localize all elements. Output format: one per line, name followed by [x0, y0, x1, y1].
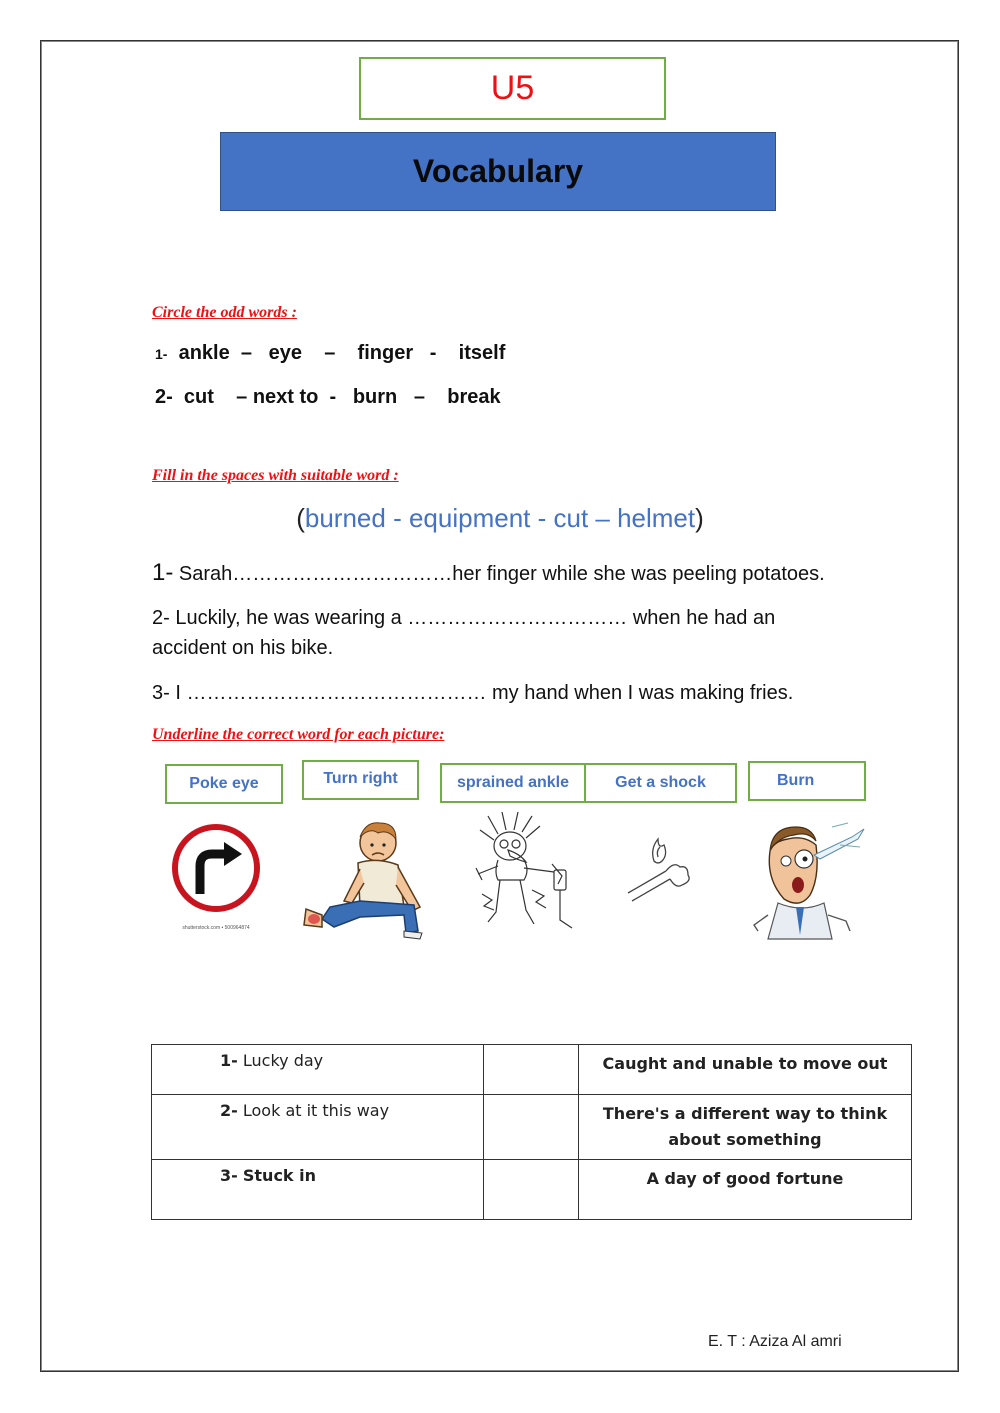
match-left-cell: [152, 1160, 484, 1220]
odd-line-number: 2-: [155, 386, 173, 408]
row-number: 3-: [220, 1166, 238, 1185]
sitting-boy-icon: [300, 815, 430, 940]
label-text: Poke eye: [189, 775, 259, 792]
turn-right-sign-icon: [166, 820, 266, 920]
turn-right-sign-image: [166, 820, 266, 932]
shocked-man-icon: [468, 810, 583, 935]
poke-eye-image: [748, 815, 870, 943]
page-title: [220, 132, 776, 211]
fill-sentence-2: 2- Luckily, he was wearing a …………………………… when he had an accident on his bike.: [152, 607, 776, 659]
answer-cell[interactable]: [484, 1095, 579, 1160]
odd-line-1: [155, 342, 505, 365]
match-definition: There's a different way to think about something: [579, 1095, 912, 1160]
word-bank-words: burned - equipment - cut – helmet: [304, 503, 696, 533]
label-text: Burn: [777, 772, 815, 789]
match-term: Lucky day: [242, 1051, 324, 1070]
label-text: sprained ankle: [456, 774, 570, 791]
row-number: 2-: [220, 1101, 238, 1120]
sentence-number: 1-: [152, 559, 174, 586]
match-left-cell: [152, 1045, 484, 1095]
fill-sentence-3: 3- I ……………………………………… my hand when I was making fries.: [152, 682, 794, 704]
answer-cell[interactable]: [484, 1045, 579, 1095]
answer-cell[interactable]: [484, 1160, 579, 1220]
odd-line-number: 1-: [155, 346, 168, 362]
odd-line-text: ankle – eye – finger - itself: [167, 342, 506, 364]
label-poke-eye: [165, 764, 283, 804]
label-turn-right: [302, 760, 419, 800]
match-definition: Caught and unable to move out: [579, 1045, 912, 1095]
label-burn: [748, 761, 866, 801]
poked-eye-man-icon: [748, 815, 870, 943]
electric-shock-image: [468, 810, 583, 935]
unit-text: U5: [490, 69, 535, 107]
match-left-cell: [152, 1095, 484, 1160]
match-definition: A day of good fortune: [579, 1160, 912, 1220]
match-term: Stuck in: [242, 1166, 317, 1185]
row-number: 1-: [220, 1051, 238, 1070]
word-bank: [0, 503, 1000, 534]
word-bank-close: ): [695, 503, 704, 533]
odd-line-text: cut – next to - burn – break: [172, 386, 501, 408]
sentence-text: Sarah……………………………her finger while she was peeling potatoes.: [173, 563, 825, 585]
match-term: Look at it this way: [242, 1101, 390, 1120]
word-bank-open: (: [296, 503, 305, 533]
odd-words-heading: Circle the odd words :: [152, 304, 297, 321]
pictures-heading: Underline the correct word for each picture:: [152, 726, 445, 743]
fill-heading: Fill in the spaces with suitable word :: [152, 467, 399, 484]
unit-label: [359, 57, 666, 120]
burn-image: [622, 835, 697, 905]
burning-hand-icon: [622, 835, 697, 905]
title-text: Vocabulary: [412, 153, 584, 189]
table-row: [152, 1045, 912, 1095]
table-row: [152, 1095, 912, 1160]
matching-table: [151, 1044, 912, 1220]
label-text: Get a shock: [615, 774, 706, 791]
label-text: Turn right: [323, 770, 398, 787]
fill-sentence-1: [152, 558, 832, 589]
odd-line-2: [155, 386, 501, 409]
sign-caption: shutterstock.com • 500964874: [182, 925, 250, 931]
teacher-credit: E. T : Aziza Al amri: [708, 1333, 842, 1350]
table-row: [152, 1160, 912, 1220]
label-sprained-ankle: [440, 763, 586, 803]
label-get-a-shock: [584, 763, 737, 803]
sprained-ankle-image: [300, 815, 430, 940]
